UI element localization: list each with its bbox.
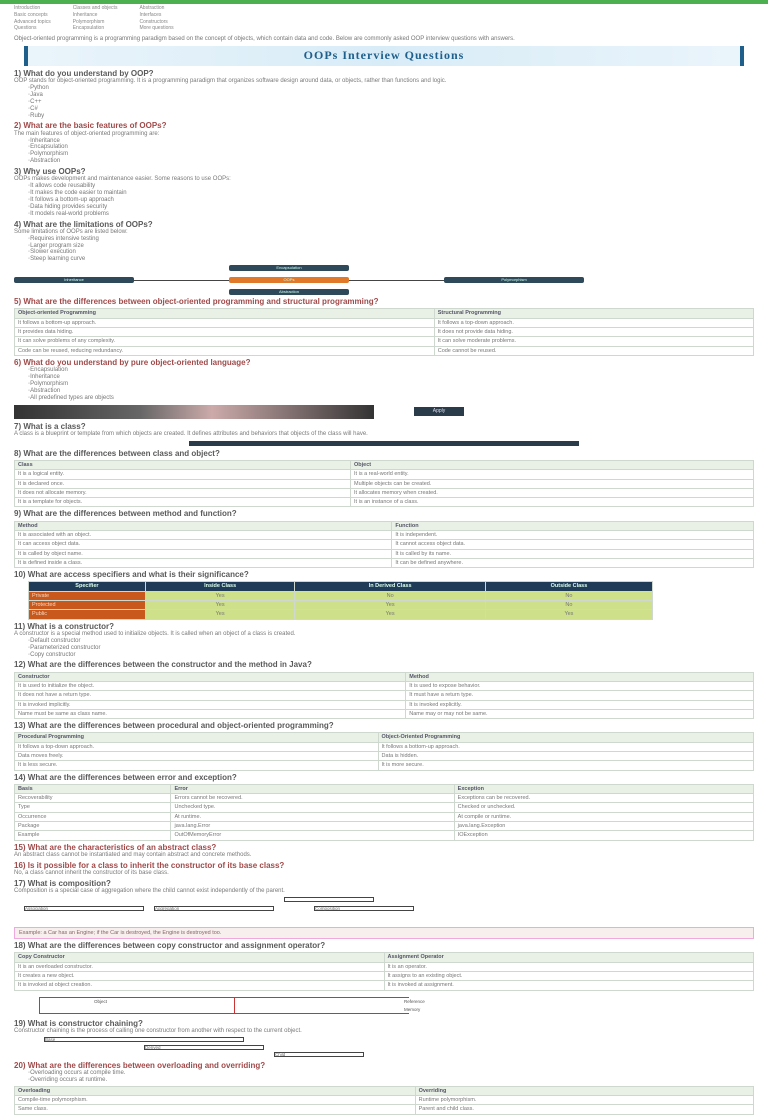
tree-node: Aggregation (154, 906, 274, 911)
question-heading: 20) What are the differences between overloading and overriding? (14, 1060, 266, 1070)
table-cell: Type (15, 803, 171, 812)
table-cell: Protected (29, 601, 146, 610)
table-cell: It is invoked explicitly. (406, 700, 754, 709)
example-box: Example: a Car has an Engine; if the Car is destroyed, the Engine is destroyed too. (14, 927, 754, 939)
constructor-list (14, 638, 754, 659)
table-cell: It does not allocate memory. (15, 488, 351, 497)
question-heading: 16) Is it possible for a class to inherit the constructor of its base class? (14, 860, 285, 870)
question-heading: 3) Why use OOPs? (14, 167, 86, 177)
table-header: Error (171, 784, 454, 793)
table-cell: It can solve problems of any complexity. (15, 337, 435, 346)
table-cell: It is an instance of a class. (351, 498, 754, 507)
table-cell: It creates a new object. (15, 972, 385, 981)
list-item: ◦ All predefined types are objects (28, 395, 754, 402)
tree-node (284, 897, 374, 902)
top-accent-bar (0, 0, 768, 4)
chaining-tree (14, 1037, 754, 1059)
composition-tree (14, 897, 754, 925)
table-cell: Public (29, 610, 146, 619)
table-cell: No (485, 601, 652, 610)
table-row (15, 549, 754, 558)
table-row (29, 591, 653, 600)
list-item: ◦ Encapsulation (28, 144, 754, 151)
table-cell: At compile or runtime. (454, 812, 753, 821)
table-cell: Yes (145, 591, 295, 600)
table-row (15, 831, 754, 840)
table-cell: It follows a bottom-up approach. (15, 318, 435, 327)
table-cell: Yes (485, 610, 652, 619)
flow-line (39, 1013, 409, 1014)
table-row (15, 761, 754, 770)
comparison-table-oop-structural (14, 308, 754, 356)
list-item: ◦ Data hiding provides security (28, 204, 754, 211)
list-item: ◦ Inheritance (28, 138, 754, 145)
table-row (15, 709, 754, 718)
table-header: Object-oriented Programming (15, 309, 435, 318)
table-cell: Errors cannot be recovered. (171, 794, 454, 803)
promo-strip (14, 404, 754, 420)
table-cell: It is an overloaded constructor. (15, 962, 385, 971)
table-header: Exception (454, 784, 753, 793)
table-cell: It is invoked at object creation. (15, 981, 385, 990)
list-item: ◦ Copy constructor (28, 652, 754, 659)
table-header: Specifier (29, 582, 146, 591)
flow-label: Reference (404, 998, 425, 1004)
table-cell: Compile-time polymorphism. (15, 1095, 416, 1104)
list-item: ◦ Inheritance (28, 374, 754, 381)
table-row (15, 794, 754, 803)
question-heading: 12) What are the differences between the constructor and the method in Java? (14, 660, 312, 670)
question-heading: 17) What is composition? (14, 878, 111, 888)
bullet-list (14, 85, 754, 119)
overloading-list (14, 1070, 754, 1084)
table-row (15, 558, 754, 567)
list-item: ◦ C++ (28, 99, 754, 106)
table-cell: It is less secure. (15, 761, 379, 770)
table-cell: It is a template for objects. (15, 498, 351, 507)
list-item: ◦ It follows a bottom-up approach (28, 197, 754, 204)
table-cell: It does not have a return type. (15, 691, 406, 700)
header-link[interactable]: Basic concepts (14, 11, 48, 18)
table-row (15, 318, 754, 327)
table-cell: It is associated with an object. (15, 530, 392, 539)
table-header: Overloading (15, 1086, 416, 1095)
table-cell: It provides data hiding. (15, 328, 435, 337)
diagram-node-top: Encapsulation (229, 265, 349, 271)
table-cell: Data moves freely. (15, 751, 379, 760)
sections (14, 69, 754, 263)
bullet-list (14, 138, 754, 166)
title-banner: OOPs Interview Questions (24, 46, 744, 66)
question-heading: 8) What are the differences between class and object? (14, 448, 220, 458)
table-cell: Private (29, 591, 146, 600)
table-cell: It does not provide data hiding. (434, 328, 753, 337)
table-header: Overriding (415, 1086, 753, 1095)
table-cell: It follows a top-down approach. (434, 318, 753, 327)
answer-text: Some limitations of OOPs are listed below: (14, 228, 128, 235)
table-row (15, 530, 754, 539)
question-heading: 18) What are the differences between copy constructor and assignment operator? (14, 941, 326, 951)
flow-line (234, 997, 235, 1013)
table-header: Copy Constructor (15, 953, 385, 962)
table-header: Procedural Programming (15, 733, 379, 742)
table-row (15, 488, 754, 497)
flow-line (39, 997, 40, 1013)
diagram-connector (349, 280, 444, 281)
table-cell: It is invoked at assignment. (384, 981, 754, 990)
table-header: Class (15, 460, 351, 469)
table-cell: No (485, 591, 652, 600)
table-cell: Occurrence (15, 812, 171, 821)
table-row (15, 981, 754, 990)
table-cell: It is used to expose behavior. (406, 681, 754, 690)
table-header: Basis (15, 784, 171, 793)
table-header: Inside Class (145, 582, 295, 591)
promo-image (14, 405, 374, 419)
bullet-list (14, 183, 754, 217)
table-cell: It follows a bottom-up approach. (378, 742, 753, 751)
table-row (15, 479, 754, 488)
list-item: ◦ Default constructor (28, 638, 754, 645)
tree-node: Association (24, 906, 144, 911)
table-cell: Yes (295, 610, 485, 619)
question-heading: 7) What is a class? (14, 421, 86, 431)
table-cell: Code can be reused, reducing redundancy. (15, 346, 435, 355)
header-link[interactable]: Encapsulation (72, 25, 105, 32)
list-item: ◦ Overloading occurs at compile time. (28, 1070, 754, 1077)
list-item: ◦ It allows code reusability (28, 183, 754, 190)
answer-text: OOPs makes development and maintenance easier. Some reasons to use OOPs: (14, 176, 231, 183)
header-link[interactable]: Abstraction (139, 5, 165, 11)
question-heading: 10) What are access specifiers and what is their significance? (14, 570, 249, 580)
question-heading: 9) What are the differences between method and function? (14, 509, 237, 519)
table-header: Method (406, 672, 754, 681)
table-cell: It can solve moderate problems. (434, 337, 753, 346)
tree-node: Child (274, 1052, 364, 1057)
table-cell: Checked or unchecked. (454, 803, 753, 812)
header-link[interactable]: Constructors (139, 18, 168, 25)
access-specifier-table (28, 581, 653, 619)
list-item: ◦ Polymorphism (28, 151, 754, 158)
answer-text: No, a class cannot inherit the constructor of its base class. (14, 869, 169, 876)
table-cell: Name may or may not be same. (406, 709, 754, 718)
table-cell: Example (15, 831, 171, 840)
answer-text: An abstract class cannot be instantiated and may contain abstract and concrete methods. (14, 851, 252, 858)
table-cell: java.lang.Exception (454, 822, 753, 831)
table-cell: It cannot access object data. (392, 540, 754, 549)
table-row (15, 1105, 754, 1114)
answer-text: Composition is a special case of aggregation where the child cannot exist independently of the parent. (14, 887, 285, 894)
diagram-node-bottom: Abstraction (229, 289, 349, 295)
header-col-2 (73, 6, 118, 34)
intro-text: Object-oriented programming is a programming paradigm based on the concept of objects, which contain data and code. Below are commonly asked OOP interview questions with answers. (14, 36, 515, 42)
feature-list (14, 367, 754, 401)
tree-node: Base (44, 1037, 244, 1042)
table-cell: Runtime polymorphism. (415, 1095, 753, 1104)
table-cell: Code cannot be reused. (434, 346, 753, 355)
table-cell: Yes (145, 610, 295, 619)
table-row (15, 346, 754, 355)
comparison-table-constructor-method (14, 672, 754, 720)
table-row (15, 681, 754, 690)
list-item: ◦ Abstraction (28, 388, 754, 395)
table-cell: It is invoked implicitly. (15, 700, 406, 709)
table-header: Function (392, 521, 754, 530)
list-item: ◦ Encapsulation (28, 367, 754, 374)
question-heading: 5) What are the differences between object-oriented programming and structural programming? (14, 297, 379, 307)
header-link[interactable]: Questions (14, 25, 37, 32)
header-link[interactable]: Polymorphism (72, 18, 105, 25)
comparison-table-class-object (14, 460, 754, 508)
table-header: Outside Class (485, 582, 652, 591)
answer-text: A class is a blueprint or template from which objects are created. It defines attributes and behaviors that objects of the class will have. (14, 430, 368, 437)
table-cell: It allocates memory when created. (351, 488, 754, 497)
table-cell: It is called by object name. (15, 549, 392, 558)
list-item: ◦ C# (28, 106, 754, 113)
list-item: ◦ Ruby (28, 113, 754, 120)
table-header: In Derived Class (295, 582, 485, 591)
table-row (15, 751, 754, 760)
table-cell: It can be defined anywhere. (392, 558, 754, 567)
header-col-1 (14, 6, 51, 34)
table-cell: java.lang.Error (171, 822, 454, 831)
diagram-node-right: Polymorphism (444, 277, 584, 283)
table-cell: Unchecked type. (171, 803, 454, 812)
comparison-table-error-exception (14, 784, 754, 841)
table-row (15, 691, 754, 700)
answer-text: Constructor chaining is the process of calling one constructor from another with respect to the current object. (14, 1027, 302, 1034)
oops-diagram (14, 265, 754, 295)
table-row (15, 700, 754, 709)
question-heading: 19) What is constructor chaining? (14, 1018, 143, 1028)
table-cell: OutOfMemoryError (171, 831, 454, 840)
table-cell: It follows a top-down approach. (15, 742, 379, 751)
table-cell: Name must be same as class name. (15, 709, 406, 718)
flow-label: Memory (404, 1006, 421, 1012)
table-cell: IOException (454, 831, 753, 840)
diagram-connector (134, 280, 229, 281)
list-item: ◦ Parameterized constructor (28, 645, 754, 652)
table-row (29, 610, 653, 619)
flow-line (39, 997, 409, 998)
class-diagram-bar (189, 441, 579, 446)
question-heading: 1) What do you understand by OOP? (14, 68, 154, 78)
header-link[interactable]: Inheritance (72, 11, 98, 18)
list-item: ◦ It makes the code easier to maintain (28, 190, 754, 197)
table-row (15, 337, 754, 346)
apply-button[interactable]: Apply (414, 407, 464, 416)
question-heading: 6) What do you understand by pure object-oriented language? (14, 357, 251, 367)
comparison-table-copy-assignment (14, 952, 754, 990)
list-item: ◦ It models real-world problems (28, 211, 754, 218)
table-cell: Exceptions can be recovered. (454, 794, 753, 803)
list-item: ◦ Steep learning curve (28, 256, 754, 263)
table-row (15, 742, 754, 751)
table-cell: It is an operator. (384, 962, 754, 971)
question-heading: 14) What are the differences between error and exception? (14, 772, 237, 782)
table-header: Constructor (15, 672, 406, 681)
list-item: ◦ Abstraction (28, 158, 754, 165)
table-cell: Same class. (15, 1105, 416, 1114)
table-header: Method (15, 521, 392, 530)
header-link[interactable]: Advanced topics (14, 18, 51, 25)
table-header: Assignment Operator (384, 953, 754, 962)
reference-flow-diagram (14, 993, 754, 1017)
table-cell: Package (15, 822, 171, 831)
answer-text: The main features of object-oriented programming are: (14, 130, 160, 137)
question-heading: 15) What are the characteristics of an abstract class? (14, 842, 217, 852)
table-cell: No (295, 591, 485, 600)
header-link[interactable]: More questions (139, 25, 174, 32)
list-item: ◦ Polymorphism (28, 381, 754, 388)
table-row (15, 540, 754, 549)
diagram-node-center: OOPs (229, 277, 349, 283)
question-heading: 4) What are the limitations of OOPs? (14, 219, 153, 229)
list-item: ◦ Slower execution (28, 249, 754, 256)
table-cell: It is defined inside a class. (15, 558, 392, 567)
table-cell: At runtime. (171, 812, 454, 821)
question-heading: 2) What are the basic features of OOPs? (14, 121, 167, 131)
header-link[interactable]: Classes and objects (72, 5, 118, 11)
table-cell: It assigns to an existing object. (384, 972, 754, 981)
comparison-table-method-function (14, 521, 754, 569)
header-index (14, 0, 754, 34)
list-item: ◦ Larger program size (28, 243, 754, 250)
answer-text: A constructor is a special method used to initialize objects. It is called when an object of a class is created. (14, 630, 296, 637)
table-header: Structural Programming (434, 309, 753, 318)
header-link[interactable]: Introduction (14, 5, 41, 11)
question-heading: 11) What is a constructor? (14, 621, 115, 631)
table-row (29, 601, 653, 610)
table-cell: It is independent. (392, 530, 754, 539)
table-cell: Yes (145, 601, 295, 610)
list-item: ◦ Python (28, 85, 754, 92)
table-cell: Recoverability (15, 794, 171, 803)
table-cell: Yes (295, 601, 485, 610)
table-row (15, 812, 754, 821)
table-cell: It is more secure. (378, 761, 753, 770)
table-cell: It must have a return type. (406, 691, 754, 700)
tree-node: Derived (144, 1045, 264, 1050)
list-item: ◦ Overriding occurs at runtime. (28, 1077, 754, 1084)
question-heading: 13) What are the differences between procedural and object-oriented programming? (14, 721, 334, 731)
comparison-table-procedural-oop (14, 732, 754, 770)
table-row (15, 822, 754, 831)
bullet-list (14, 236, 754, 264)
table-row (15, 328, 754, 337)
table-cell: Parent and child class. (415, 1105, 753, 1114)
table-cell: It can access object data. (15, 540, 392, 549)
table-header: Object (351, 460, 754, 469)
table-row (15, 972, 754, 981)
list-item: ◦ Requires intensive testing (28, 236, 754, 243)
table-row (15, 1095, 754, 1104)
list-item: ◦ Java (28, 92, 754, 99)
header-col-3 (139, 6, 173, 34)
tree-node: Composition (314, 906, 414, 911)
answer-text: OOP stands for object-oriented programming. It is a programming paradigm that organizes software design around data, or objects, rather than functions and logic. (14, 78, 447, 85)
diagram-node-left: Inheritance (14, 277, 134, 283)
table-cell: It is a logical entity. (15, 470, 351, 479)
table-cell: It is a real-world entity. (351, 470, 754, 479)
flow-label: Object (94, 998, 108, 1004)
table-header: Object-Oriented Programming (378, 733, 753, 742)
table-row (15, 498, 754, 507)
table-cell: It is used to initialize the object. (15, 681, 406, 690)
table-row (15, 803, 754, 812)
table-row (15, 962, 754, 971)
header-link[interactable]: Interfaces (139, 11, 162, 18)
table-cell: It is called by its name. (392, 549, 754, 558)
comparison-table-overloading-overriding (14, 1086, 754, 1115)
table-row (15, 470, 754, 479)
table-cell: Multiple objects can be created. (351, 479, 754, 488)
table-cell: Data is hidden. (378, 751, 753, 760)
table-cell: It is declared once. (15, 479, 351, 488)
